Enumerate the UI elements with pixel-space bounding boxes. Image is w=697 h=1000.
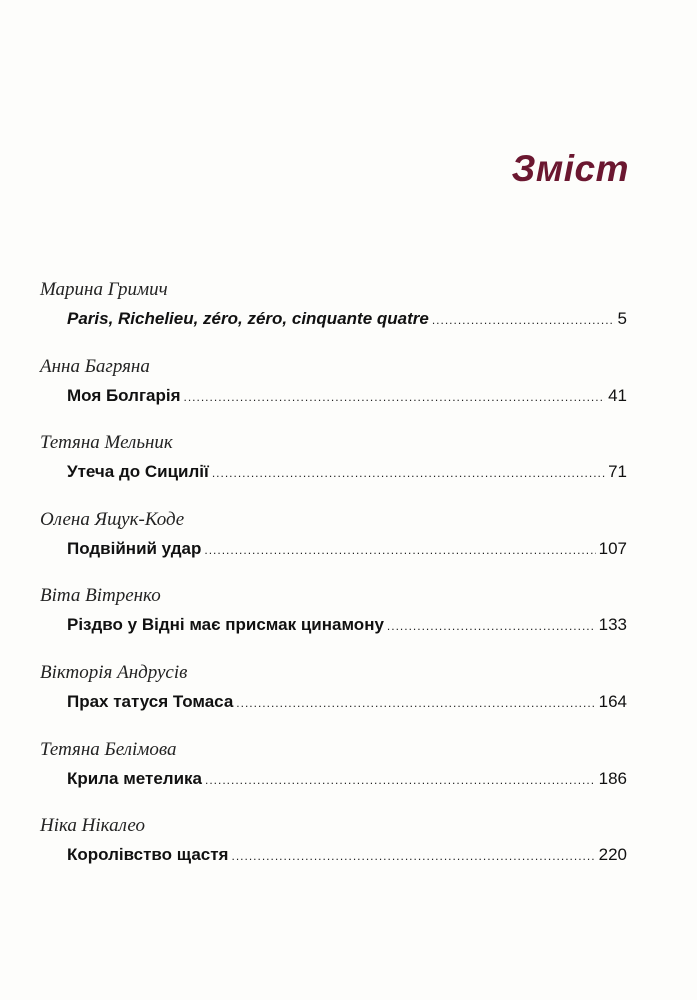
dot-leader xyxy=(184,390,606,404)
toc-line xyxy=(67,539,627,559)
toc-story-title: Подвійний удар xyxy=(67,538,202,558)
page-title: Зміст xyxy=(511,148,629,189)
toc-story-title: Різдво у Відні має присмак цинамону xyxy=(67,615,384,635)
toc-page-number: 186 xyxy=(598,768,627,788)
table-of-contents xyxy=(40,279,627,892)
toc-entry[interactable] xyxy=(40,279,627,356)
dot-leader xyxy=(205,773,596,787)
toc-page-number: 107 xyxy=(598,538,627,558)
toc-author: Анна Багряна xyxy=(40,355,150,377)
toc-author: Віта Вітренко xyxy=(40,585,161,607)
toc-page-number: 41 xyxy=(608,385,627,405)
toc-author: Марина Гримич xyxy=(40,279,168,300)
toc-story-title: Моя Болгарія xyxy=(67,385,181,405)
toc-line xyxy=(67,615,627,635)
toc-story-title: Крила метелика xyxy=(67,768,202,788)
toc-story-title: Утеча до Сицилії xyxy=(67,462,209,482)
dot-leader xyxy=(231,849,595,863)
toc-page-number: 133 xyxy=(598,615,627,635)
dot-leader xyxy=(432,313,615,327)
toc-entry[interactable] xyxy=(40,815,627,892)
toc-entry[interactable] xyxy=(40,509,627,586)
dot-leader xyxy=(212,466,605,480)
toc-author: Олена Ящук-Коде xyxy=(40,508,185,530)
toc-line xyxy=(67,692,627,712)
toc-story-title: Прах татуся Томаса xyxy=(67,691,234,711)
toc-line xyxy=(67,386,627,406)
toc-entry[interactable] xyxy=(40,662,627,739)
toc-author: Ніка Нікалео xyxy=(40,815,146,837)
toc-entry[interactable] xyxy=(40,432,627,509)
toc-story-title: Paris, Richelieu, zéro, zéro, cinquante quatre xyxy=(67,309,429,328)
toc-page-number: 71 xyxy=(608,462,627,482)
toc-author: Тетяна Мельник xyxy=(40,432,173,454)
dot-leader xyxy=(387,619,596,633)
toc-entry[interactable] xyxy=(40,356,627,433)
toc-entry[interactable] xyxy=(40,739,627,816)
toc-page-number: 164 xyxy=(598,691,627,711)
toc-story-title: Королівство щастя xyxy=(67,845,229,865)
toc-line xyxy=(67,309,627,329)
toc-page-number: 220 xyxy=(598,845,627,865)
toc-entry[interactable] xyxy=(40,585,627,662)
toc-line xyxy=(67,769,627,789)
dot-leader xyxy=(204,543,595,557)
toc-line xyxy=(67,462,627,482)
toc-author: Тетяна Белімова xyxy=(40,738,177,760)
dot-leader xyxy=(236,696,595,710)
toc-author: Вікторія Андрусів xyxy=(40,661,188,683)
toc-page-number: 5 xyxy=(617,309,627,328)
toc-line xyxy=(67,845,627,865)
